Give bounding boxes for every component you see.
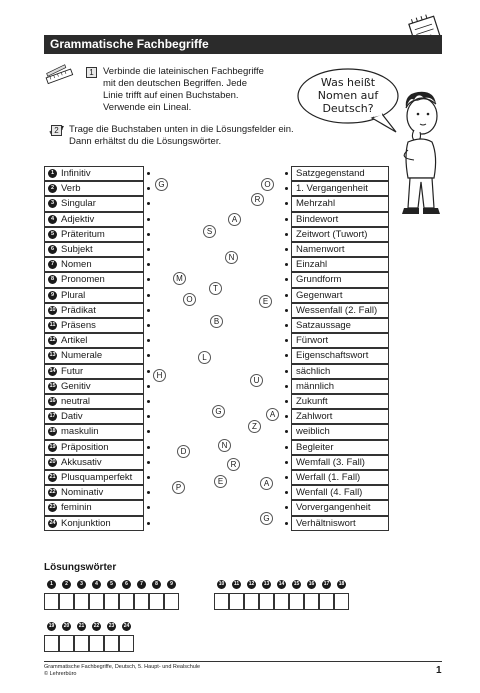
latin-term-row (44, 424, 144, 439)
letter-circle: G (260, 512, 273, 525)
solution-number-badge: 24 (123, 623, 130, 629)
solution-number-badge: 19 (48, 623, 55, 629)
solution-number-badge: 13 (263, 581, 270, 587)
german-term-row: Satzaussage (291, 318, 389, 333)
term-number-badge: 22 (49, 489, 56, 496)
german-term-row: Einzahl (291, 257, 389, 272)
connector-dot-right[interactable] (285, 506, 288, 509)
solution-number-badge: 8 (152, 580, 161, 589)
letter-circle: L (198, 351, 211, 364)
latin-term-label: Adjektiv (61, 213, 95, 225)
connector-dot-left[interactable] (147, 506, 150, 509)
german-term-row: Bindewort (291, 212, 389, 227)
letter-circle: E (214, 475, 227, 488)
latin-term-label: feminin (61, 502, 92, 514)
german-term-row: Wemfall (3. Fall) (291, 455, 389, 470)
german-term-row: Zeitwort (Tuwort) (291, 227, 389, 242)
letter-circle: O (183, 293, 196, 306)
letter-circle: A (266, 408, 279, 421)
latin-term-label: Verb (61, 183, 81, 195)
latin-term-row (44, 318, 144, 333)
connector-dot-right[interactable] (285, 172, 288, 175)
term-number-badge: 1 (48, 169, 57, 178)
connector-dot-right[interactable] (285, 430, 288, 433)
solution-letter-field[interactable] (214, 593, 229, 610)
solution-number-badge: 5 (107, 580, 116, 589)
solution-letter-field[interactable] (104, 593, 119, 610)
latin-term-row (44, 500, 144, 515)
connector-dot-left[interactable] (147, 248, 150, 251)
german-term-row: männlich (291, 379, 389, 394)
solution-letter-field[interactable] (119, 593, 134, 610)
latin-term-row (44, 196, 144, 211)
term-number-badge: 10 (49, 306, 56, 313)
latin-term-label: Präposition (61, 441, 109, 453)
latin-term-row (44, 272, 144, 287)
connector-dot-left[interactable] (147, 218, 150, 221)
connector-dot-right[interactable] (285, 278, 288, 281)
term-number-badge: 2 (48, 184, 57, 193)
term-number-badge: 15 (49, 382, 56, 389)
letter-circle: T (209, 282, 222, 295)
solution-number-badge: 1 (47, 580, 56, 589)
connector-dot-right[interactable] (285, 400, 288, 403)
solution-number-badge: 4 (92, 580, 101, 589)
connector-dot-right[interactable] (285, 294, 288, 297)
solution-number-badge: 14 (278, 581, 285, 587)
letter-circle: E (259, 295, 272, 308)
german-term-row: Wenfall (4. Fall) (291, 485, 389, 500)
solution-letter-field[interactable] (59, 593, 74, 610)
latin-term-label: Prädikat (61, 304, 96, 316)
letter-circle: R (227, 458, 240, 471)
connector-dot-left[interactable] (147, 202, 150, 205)
latin-term-label: Numerale (61, 350, 103, 362)
letter-circle: R (251, 193, 264, 206)
latin-term-row (44, 333, 144, 348)
solution-letter-field[interactable] (289, 593, 304, 610)
letter-circle: H (153, 369, 166, 382)
latin-term-row (44, 181, 144, 196)
solution-number-badge: 9 (167, 580, 176, 589)
connector-dot-right[interactable] (285, 202, 288, 205)
solution-number-badge: 18 (338, 581, 345, 587)
latin-term-row (44, 379, 144, 394)
connector-dot-right[interactable] (285, 476, 288, 479)
latin-term-row (44, 257, 144, 272)
latin-term-label: Präsens (61, 320, 96, 331)
letter-circle: P (172, 481, 185, 494)
task-1-instructions: Verbinde die lateinischen Fachbegriffe mit den deutschen Begriffen. Jede Linie trifft auf einen Buchstaben. Verwende ein Lineal. (103, 66, 264, 113)
german-term-row: Mehrzahl (291, 196, 389, 211)
connector-dot-right[interactable] (285, 324, 288, 327)
letter-circle: U (250, 374, 263, 387)
german-term-row: sächlich (291, 364, 389, 379)
latin-term-label: Konjunktion (61, 517, 111, 529)
connector-dot-right[interactable] (285, 522, 288, 525)
solution-letter-field[interactable] (244, 593, 259, 610)
latin-term-label: Plural (61, 289, 86, 301)
letter-circle: A (260, 477, 273, 490)
footer-divider (44, 661, 442, 662)
letter-circle: G (155, 178, 168, 191)
connector-dot-left[interactable] (147, 278, 150, 281)
term-number-badge: 5 (48, 230, 57, 239)
term-number-badge: 8 (48, 275, 57, 284)
term-number-badge: 3 (48, 199, 57, 208)
latin-term-label: Futur (61, 365, 84, 377)
term-number-badge: 11 (49, 321, 56, 328)
solution-letter-field[interactable] (74, 635, 89, 652)
latin-term-label: Plusquamperfekt (61, 472, 133, 483)
letter-circle: G (212, 405, 225, 418)
connector-dot-left[interactable] (147, 172, 150, 175)
term-number-badge: 9 (48, 291, 57, 300)
connector-dot-left[interactable] (147, 354, 150, 357)
latin-term-row (44, 288, 144, 303)
solution-letter-field[interactable] (149, 593, 164, 610)
solution-letter-field[interactable] (274, 593, 289, 610)
latin-term-row (44, 212, 144, 227)
connector-dot-left[interactable] (147, 415, 150, 418)
connector-dot-left[interactable] (147, 446, 150, 449)
latin-term-label: Artikel (61, 335, 88, 347)
connector-dot-right[interactable] (285, 446, 288, 449)
letter-circle: M (173, 272, 186, 285)
solution-letter-field[interactable] (259, 593, 274, 610)
solution-letter-field[interactable] (44, 593, 59, 610)
german-term-row: Satzgegenstand (291, 166, 389, 181)
latin-term-label: Nomen (61, 259, 92, 271)
connector-dot-left[interactable] (147, 430, 150, 433)
solution-number-badge: 6 (122, 580, 131, 589)
latin-term-label: Infinitiv (61, 168, 91, 179)
german-term-row: Zukunft (291, 394, 389, 409)
solution-letter-field[interactable] (89, 593, 104, 610)
connector-dot-left[interactable] (147, 476, 150, 479)
solution-letter-field[interactable] (134, 593, 149, 610)
connector-dot-left[interactable] (147, 309, 150, 312)
latin-term-row (44, 227, 144, 242)
page-number: 1 (436, 665, 442, 676)
page-title: Grammatische Fachbegriffe (44, 35, 442, 54)
latin-term-label: neutral (61, 396, 91, 407)
latin-term-label: Genitiv (61, 380, 91, 392)
letter-circle: A (228, 213, 241, 226)
connector-dot-left[interactable] (147, 370, 150, 373)
german-term-row: 1. Vergangenheit (291, 181, 389, 196)
solution-letter-field[interactable] (59, 635, 74, 652)
term-number-badge: 21 (49, 473, 56, 480)
latin-term-row (44, 455, 144, 470)
letter-circle: Z (248, 420, 261, 433)
german-term-row: Verhältniswort (291, 516, 389, 531)
german-term-row: Werfall (1. Fall) (291, 470, 389, 485)
latin-term-label: Akkusativ (61, 456, 102, 468)
ruler-pencil-icon (44, 64, 76, 86)
latin-term-row (44, 242, 144, 257)
german-term-row: Namenwort (291, 242, 389, 257)
term-number-badge: 6 (48, 245, 57, 254)
latin-term-label: Subjekt (61, 244, 93, 255)
solution-number-badge: 22 (93, 623, 100, 629)
connector-dot-left[interactable] (147, 233, 150, 236)
term-number-badge: 17 (49, 413, 56, 420)
connector-dot-left[interactable] (147, 187, 150, 190)
solution-number-badge: 23 (108, 623, 115, 629)
latin-term-label: Singular (61, 198, 96, 210)
solution-number-badge: 21 (78, 623, 85, 629)
connector-dot-right[interactable] (285, 385, 288, 388)
latin-term-row (44, 409, 144, 424)
latin-term-row (44, 470, 144, 485)
latin-term-label: Dativ (61, 411, 83, 423)
solution-letter-field[interactable] (334, 593, 349, 610)
speech-text: Was heißt Nomen auf Deutsch? (317, 76, 379, 115)
connector-dot-left[interactable] (147, 400, 150, 403)
german-term-row: Fürwort (291, 333, 389, 348)
connector-dot-left[interactable] (147, 339, 150, 342)
term-number-badge: 13 (49, 352, 56, 359)
solution-letter-field[interactable] (164, 593, 179, 610)
solution-letter-field[interactable] (229, 593, 244, 610)
solution-letter-field[interactable] (44, 635, 59, 652)
latin-term-row (44, 394, 144, 409)
solution-number-badge: 12 (248, 581, 255, 587)
term-number-badge: 20 (49, 458, 56, 465)
latin-term-row (44, 166, 144, 181)
solution-number-badge: 3 (77, 580, 86, 589)
solution-letter-field[interactable] (304, 593, 319, 610)
german-term-row: weiblich (291, 424, 389, 439)
latin-term-label: maskulin (61, 426, 99, 438)
task-2-instructions: Trage die Buchstaben unten in die Lösungsfelder ein. Dann erhältst du die Lösungswörter. (69, 124, 294, 147)
letter-circle: O (261, 178, 274, 191)
thinking-boy-illustration (388, 86, 448, 220)
connector-dot-left[interactable] (147, 522, 150, 525)
solution-number-badge: 15 (293, 581, 300, 587)
term-number-badge: 12 (49, 337, 56, 344)
footer-source: Grammatische Fachbegriffe, Deutsch, 5. Haupt- und Realschule © Lehrerbüro (44, 664, 201, 677)
connector-dot-right[interactable] (285, 354, 288, 357)
letter-circle: N (218, 439, 231, 452)
letter-circle: D (177, 445, 190, 458)
task-2-number: 2 (51, 125, 62, 136)
connector-dot-right[interactable] (285, 461, 288, 464)
connector-dot-left[interactable] (147, 491, 150, 494)
solution-letter-field[interactable] (319, 593, 334, 610)
solution-number-badge: 11 (233, 581, 240, 587)
letter-circle: N (225, 251, 238, 264)
term-number-badge: 19 (49, 443, 56, 450)
solution-number-badge: 2 (62, 580, 71, 589)
solution-number-badge: 16 (308, 581, 315, 587)
term-number-badge: 4 (48, 215, 57, 224)
term-number-badge: 24 (49, 519, 56, 526)
solution-title: Lösungswörter (44, 562, 117, 573)
solution-letter-field[interactable] (74, 593, 89, 610)
connector-dot-left[interactable] (147, 263, 150, 266)
connector-dot-right[interactable] (285, 415, 288, 418)
solution-letter-field[interactable] (119, 635, 134, 652)
solution-letter-field[interactable] (104, 635, 119, 652)
connector-dot-left[interactable] (147, 294, 150, 297)
connector-dot-left[interactable] (147, 385, 150, 388)
german-term-row: Grundform (291, 272, 389, 287)
latin-term-label: Pronomen (61, 274, 105, 286)
latin-term-row (44, 485, 144, 500)
connector-dot-right[interactable] (285, 218, 288, 221)
solution-letter-field[interactable] (89, 635, 104, 652)
term-number-badge: 14 (49, 367, 56, 374)
latin-term-row (44, 348, 144, 363)
latin-term-label: Präteritum (61, 228, 105, 240)
connector-dot-left[interactable] (147, 461, 150, 464)
solution-number-badge: 20 (63, 623, 70, 629)
latin-term-row (44, 516, 144, 531)
connector-dot-right[interactable] (285, 339, 288, 342)
german-term-row: Vorvergangenheit (291, 500, 389, 515)
solution-number-badge: 7 (137, 580, 146, 589)
letter-circle: B (210, 315, 223, 328)
term-number-badge: 16 (49, 397, 56, 404)
solution-number-badge: 10 (218, 581, 225, 587)
connector-dot-left[interactable] (147, 324, 150, 327)
german-term-row: Wessenfall (2. Fall) (291, 303, 389, 318)
latin-term-row (44, 364, 144, 379)
latin-term-row (44, 440, 144, 455)
term-number-badge: 23 (49, 504, 56, 511)
german-term-row: Eigenschaftswort (291, 348, 389, 363)
task-1-number: 1 (86, 67, 97, 78)
latin-term-row (44, 303, 144, 318)
connector-dot-right[interactable] (285, 233, 288, 236)
solution-number-badge: 17 (323, 581, 330, 587)
term-number-badge: 18 (49, 428, 56, 435)
connector-dot-right[interactable] (285, 370, 288, 373)
connector-dot-right[interactable] (285, 248, 288, 251)
connector-dot-right[interactable] (285, 309, 288, 312)
latin-term-label: Nominativ (61, 487, 104, 499)
connector-dot-right[interactable] (285, 187, 288, 190)
german-term-row: Gegenwart (291, 288, 389, 303)
term-number-badge: 7 (48, 260, 57, 269)
letter-circle: S (203, 225, 216, 238)
german-term-row: Zahlwort (291, 409, 389, 424)
german-term-row: Begleiter (291, 440, 389, 455)
connector-dot-right[interactable] (285, 263, 288, 266)
connector-dot-right[interactable] (285, 491, 288, 494)
